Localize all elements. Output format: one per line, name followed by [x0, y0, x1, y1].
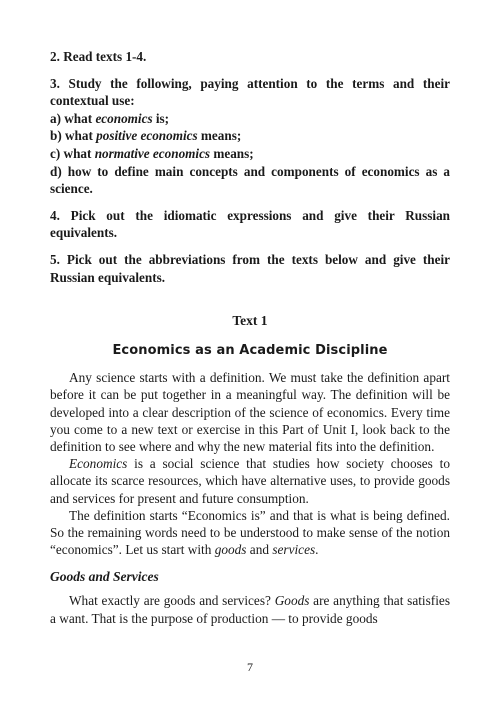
paragraph-2: Economics is a social science that studies how society chooses to allocate its scarce resources, which have alternative uses, to provide goods and services for present and future consumption.	[50, 456, 450, 506]
task-3-item-d: d) how to define main concepts and components of economics as a science.	[50, 163, 450, 197]
task-3-line: 3. Study the following, paying attention to the terms and their contextual use:	[50, 75, 450, 109]
paragraph-4: What exactly are goods and services? Goods are anything that satisfies a want. That is the purpose of production — to provide goods	[50, 593, 451, 626]
section-heading: Goods and Services	[50, 569, 159, 585]
task-3	[50, 75, 450, 198]
page-number: 7	[247, 660, 253, 674]
paragraph-1: Any science starts with a definition. We must take the definition apart before it can be put together in a meaningful way. The definition will be developed into a clear description of the science of economics. Every time you come to a new text or exercise in this Part of Unit I, look back to the definition to see where and why the new material fits into the definition.	[50, 370, 450, 454]
paragraph-3: The definition starts “Economics is” and that is what is being defined. So the remaining words need to be understood to make sense of the notion “economics”. Let us start with goods and services.	[50, 507, 450, 558]
task-2: 2. Read texts 1-4.	[50, 49, 147, 64]
page-content	[50, 48, 450, 627]
task-3-item-b: b) what positive economics means;	[50, 128, 242, 144]
task-3-item-a: a) what economics is;	[50, 110, 170, 126]
text-title: Text 1	[232, 313, 268, 329]
task-4: 4. Pick out the idiomatic expressions and give their Russian equivalents.	[50, 207, 450, 241]
text-subtitle: Economics as an Academic Discipline	[112, 343, 388, 359]
task-5: 5. Pick out the abbreviations from the texts below and give their Russian equivalents.	[50, 251, 450, 285]
task-3-item-c: c) what normative economics means;	[50, 145, 254, 161]
